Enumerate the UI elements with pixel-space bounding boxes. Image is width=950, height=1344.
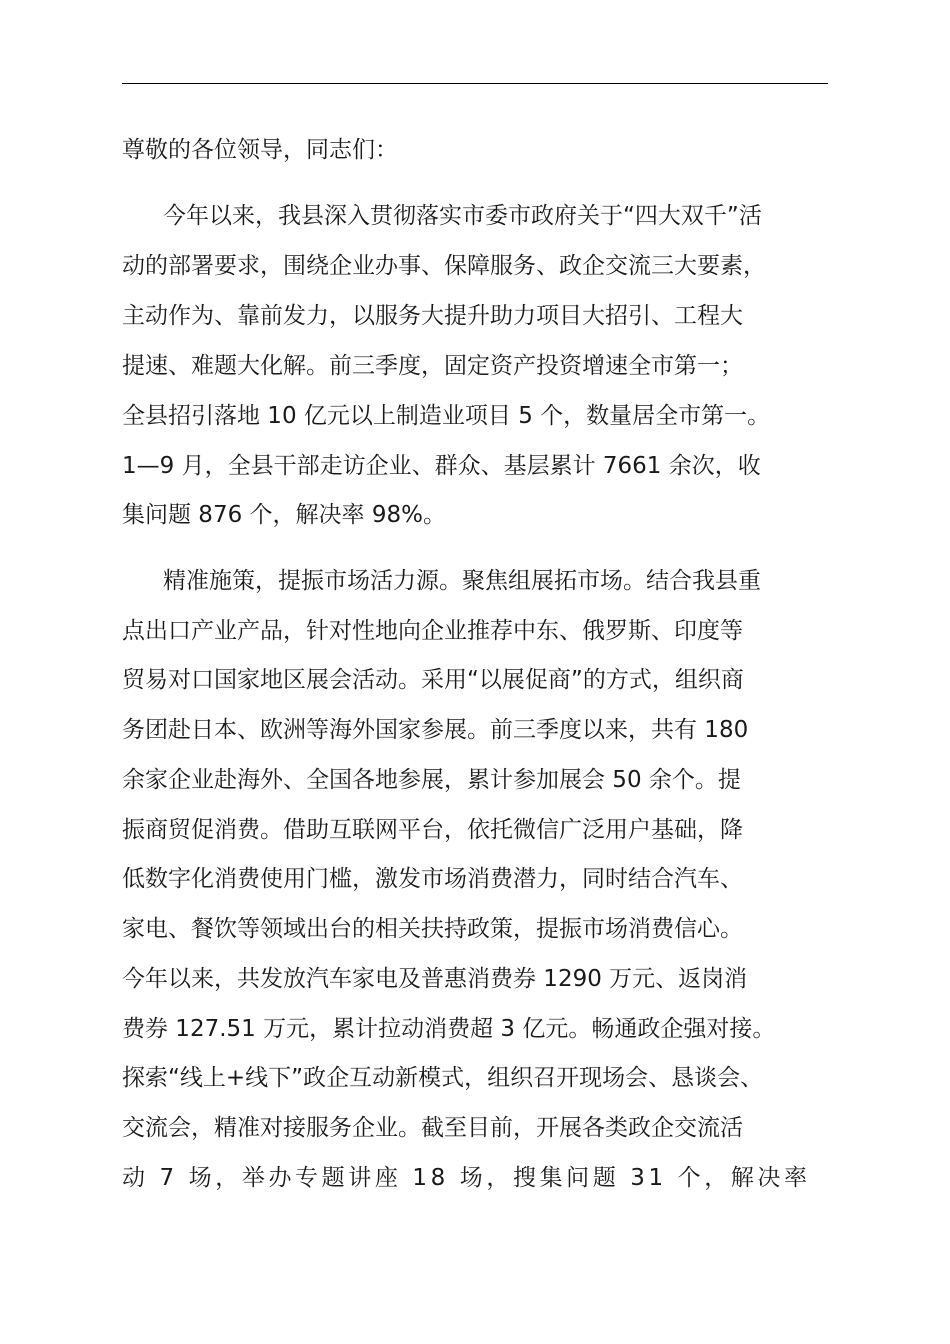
paragraph-1-line-2: 动的部署要求，围绕企业办事、保障服务、政企交流三大要素， <box>122 253 766 279</box>
header-rule <box>122 83 828 84</box>
paragraph-2-line-7: 低数字化消费使用门槛，激发市场消费潜力，同时结合汽车、 <box>122 866 743 892</box>
paragraph-2-line-1: 精准施策，提振市场活力源。聚焦组展拓市场。结合我县重 <box>163 568 761 594</box>
paragraph-1-line-5: 全县招引落地 10 亿元以上制造业项目 5 个，数量居全市第一。 <box>122 403 771 429</box>
paragraph-2-line-12: 交流会，精准对接服务企业。截至目前，开展各类政企交流活 <box>122 1115 743 1141</box>
paragraph-2-line-2: 点出口产业产品，针对性地向企业推荐中东、俄罗斯、印度等 <box>122 618 743 644</box>
paragraph-2-line-9: 今年以来，共发放汽车家电及普惠消费券 1290 万元、返岗消 <box>122 966 748 992</box>
paragraph-1-line-4: 提速、难题大化解。前三季度，固定资产投资增速全市第一； <box>122 353 743 379</box>
paragraph-1-line-7: 集问题 876 个，解决率 98%。 <box>122 502 446 528</box>
paragraph-2-line-5: 余家企业赴海外、全国各地参展，累计参加展会 50 余个。提 <box>122 767 741 793</box>
paragraph-2-line-13: 动 7 场，举办专题讲座 18 场，搜集问题 31 个，解决率 <box>122 1165 811 1191</box>
paragraph-2-line-10: 费券 127.51 万元，累计拉动消费超 3 亿元。畅通政企强对接。 <box>122 1016 776 1042</box>
salutation: 尊敬的各位领导，同志们： <box>122 137 398 163</box>
paragraph-1-line-3: 主动作为、靠前发力，以服务大提升助力项目大招引、工程大 <box>122 303 743 329</box>
paragraph-1-line-6: 1—9 月，全县干部走访企业、群众、基层累计 7661 余次，收 <box>122 453 761 479</box>
paragraph-1-line-1: 今年以来，我县深入贯彻落实市委市政府关于“四大双千”活 <box>163 203 762 229</box>
paragraph-2-line-8: 家电、餐饮等领域出台的相关扶持政策，提振市场消费信心。 <box>122 916 743 942</box>
paragraph-2-line-4: 务团赴日本、欧洲等海外国家参展。前三季度以来，共有 180 <box>122 717 749 743</box>
paragraph-2-line-11: 探索“线上+线下”政企互动新模式，组织召开现场会、恳谈会、 <box>122 1065 764 1091</box>
paragraph-2-line-6: 振商贸促消费。借助互联网平台，依托微信广泛用户基础，降 <box>122 817 743 843</box>
paragraph-2-line-3: 贸易对口国家地区展会活动。采用“以展促商”的方式，组织商 <box>122 667 744 693</box>
